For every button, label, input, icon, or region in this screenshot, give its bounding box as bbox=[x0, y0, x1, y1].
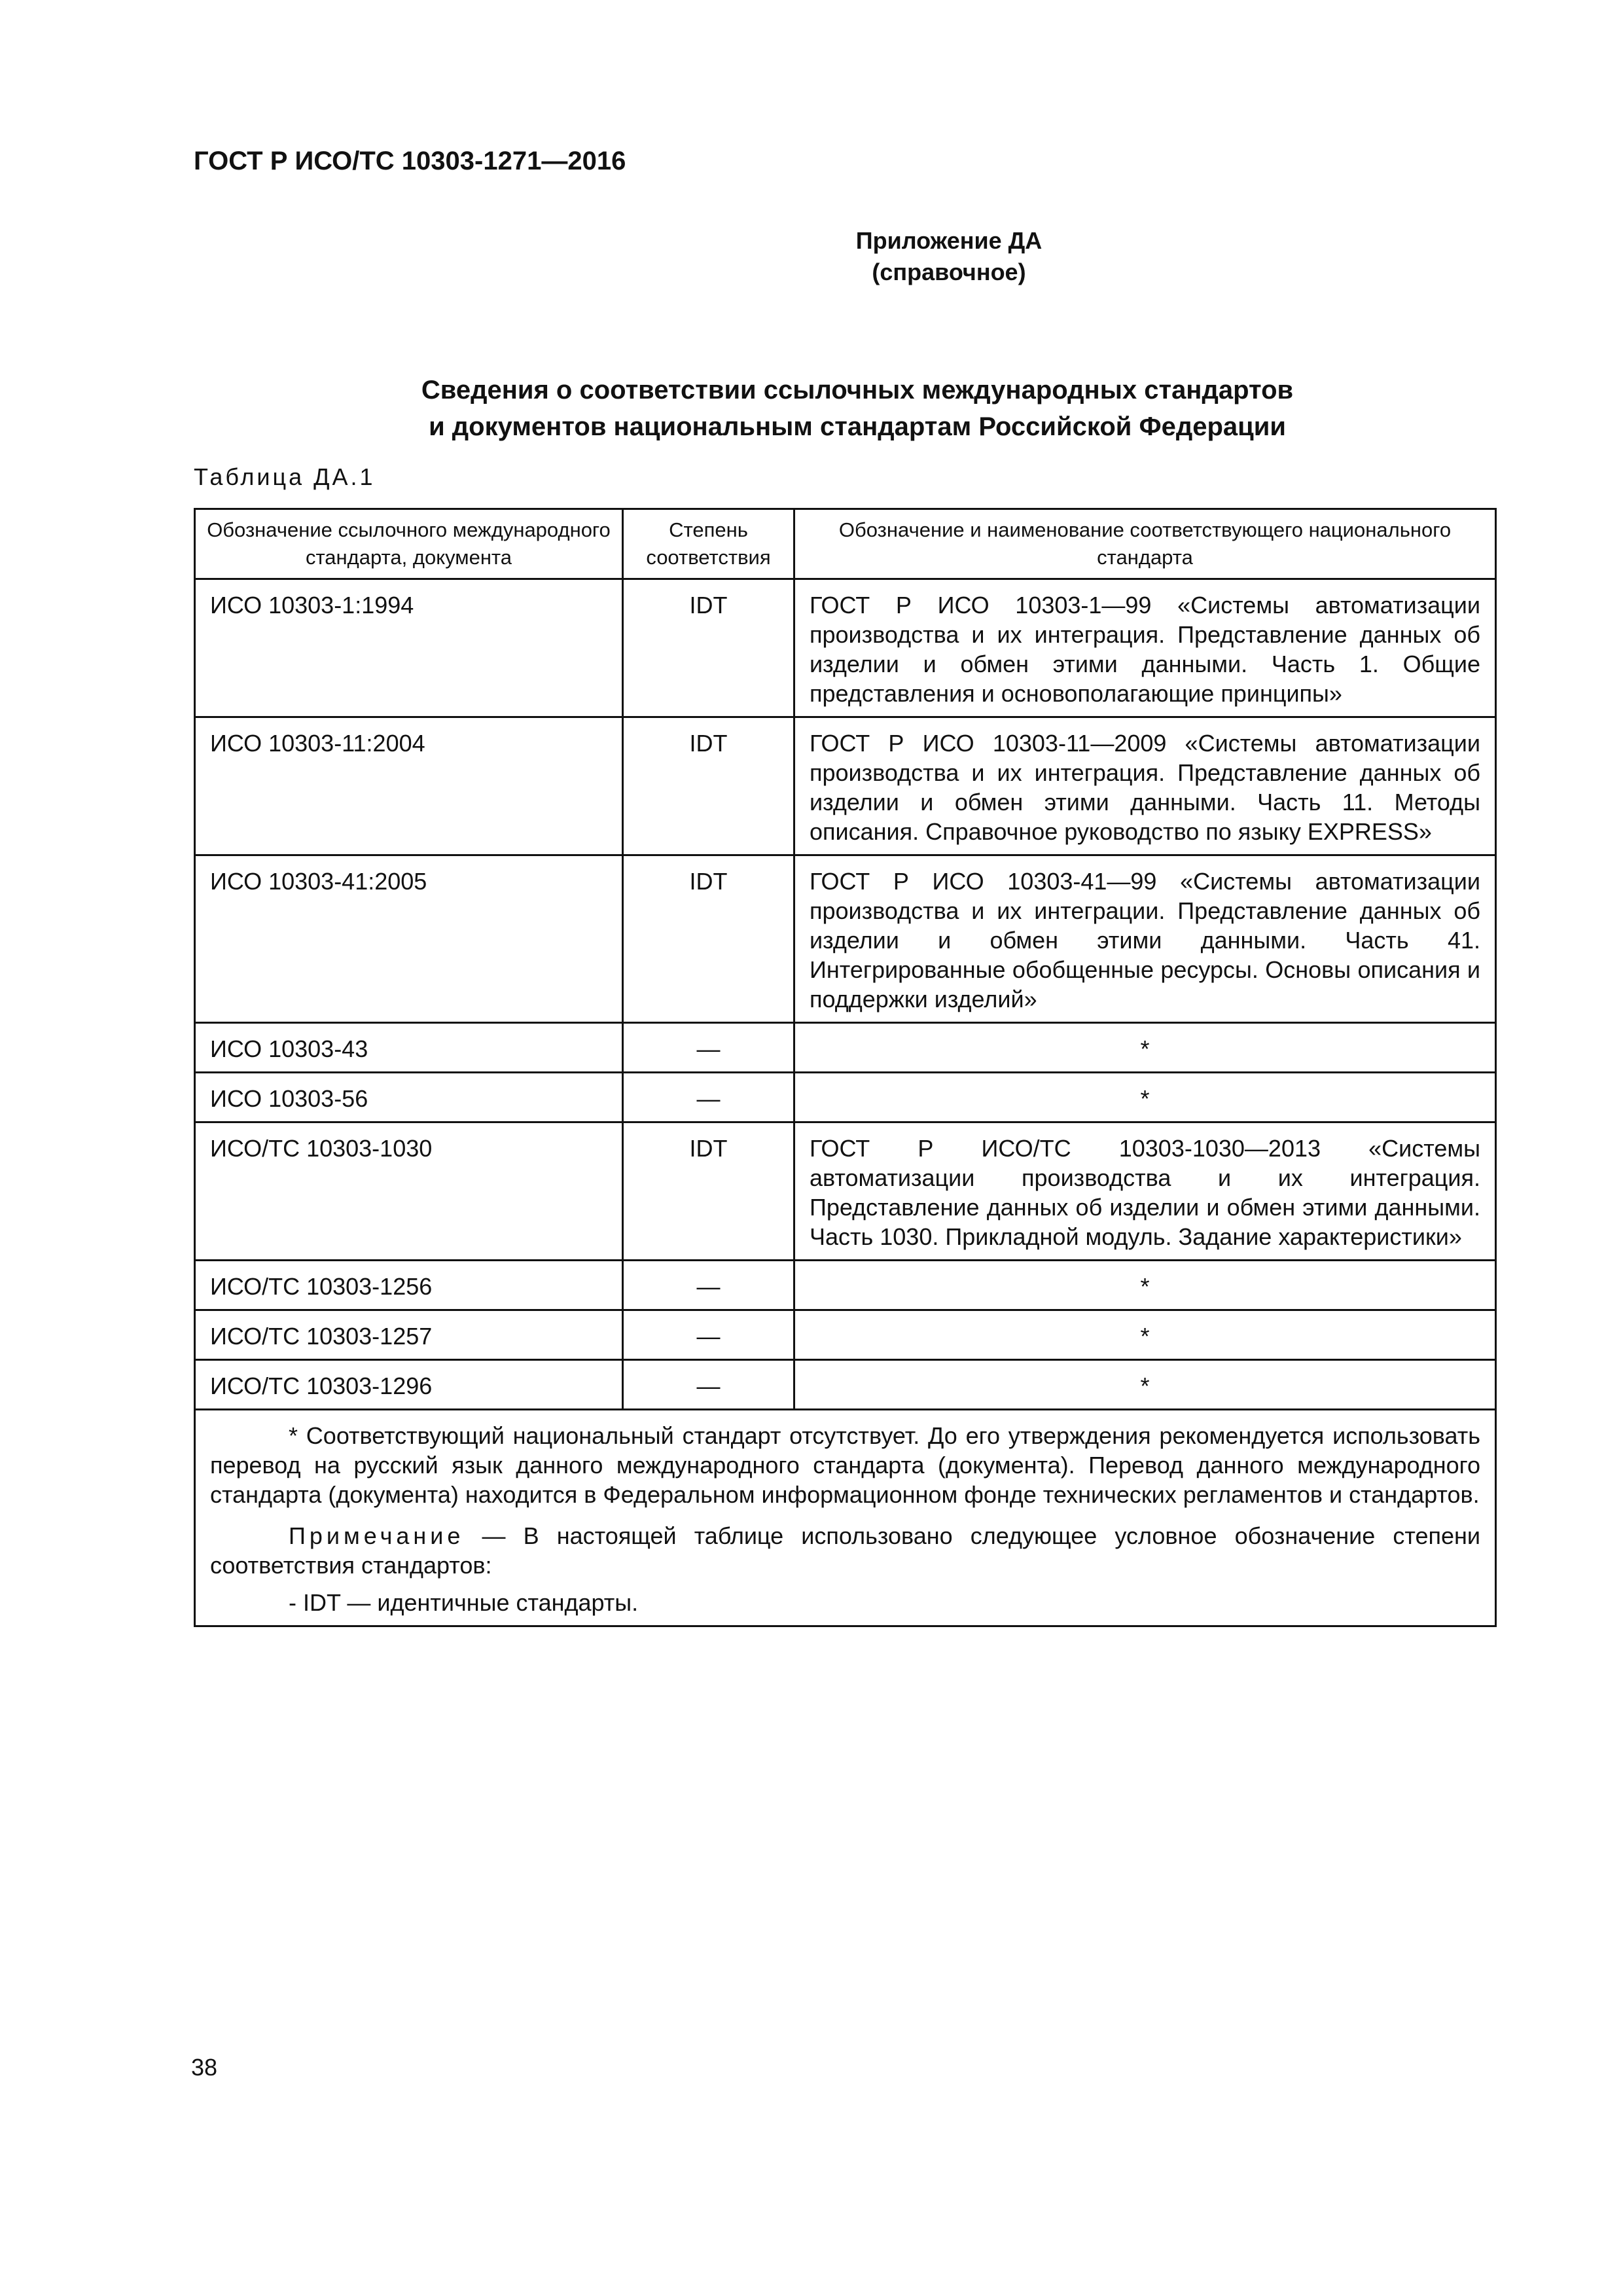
footnote-mark: * bbox=[289, 1422, 298, 1449]
table-notes-row bbox=[195, 1410, 1496, 1626]
cell-intl-standard: ИСО 10303-11:2004 bbox=[195, 717, 623, 855]
header-national-standard: Обозначение и наименование соответствующего национального стандарта bbox=[794, 509, 1496, 579]
cell-national-standard: * bbox=[794, 1261, 1496, 1310]
cell-intl-standard: ИСО/ТС 10303-1257 bbox=[195, 1310, 623, 1360]
cell-degree: — bbox=[623, 1023, 794, 1073]
table-row bbox=[195, 1310, 1496, 1360]
note-label: Примечание bbox=[289, 1522, 465, 1549]
cell-degree: IDT bbox=[623, 717, 794, 855]
cell-degree: — bbox=[623, 1360, 794, 1410]
cell-national-standard: ГОСТ Р ИСО 10303-11—2009 «Системы автоматизации производства и их интеграция. Представление данных об изделии и обмен этими данными. Часть 11. Методы описания. Справочное руководство по языку EXPRESS» bbox=[794, 717, 1496, 855]
cell-intl-standard: ИСО 10303-43 bbox=[195, 1023, 623, 1073]
table-row bbox=[195, 717, 1496, 855]
cell-intl-standard: ИСО 10303-1:1994 bbox=[195, 579, 623, 717]
header-degree: Степень соответствия bbox=[623, 509, 794, 579]
cell-degree: — bbox=[623, 1073, 794, 1122]
cell-degree: — bbox=[623, 1310, 794, 1360]
section-title bbox=[0, 372, 1623, 445]
cell-intl-standard: ИСО 10303-41:2005 bbox=[195, 855, 623, 1023]
appendix-subtitle: (справочное) bbox=[872, 259, 1026, 285]
appendix-heading bbox=[0, 225, 1623, 288]
cell-national-standard: ГОСТ Р ИСО 10303-41—99 «Системы автоматизации производства и их интеграции. Представление данных об изделии и обмен этими данными. Часть 41. Интегрированные обобщенные ресурсы. Основы описания и поддержки изделий» bbox=[794, 855, 1496, 1023]
cell-degree: — bbox=[623, 1261, 794, 1310]
cell-degree: IDT bbox=[623, 1122, 794, 1261]
page-number: 38 bbox=[191, 2054, 218, 2081]
table-row bbox=[195, 855, 1496, 1023]
correspondence-table bbox=[194, 508, 1497, 1627]
cell-national-standard: * bbox=[794, 1360, 1496, 1410]
cell-degree: IDT bbox=[623, 579, 794, 717]
cell-degree: IDT bbox=[623, 855, 794, 1023]
cell-national-standard: * bbox=[794, 1073, 1496, 1122]
table-label: Таблица ДА.1 bbox=[194, 463, 376, 490]
footnote-text: Соответствующий национальный стандарт отсутствует. До его утверждения рекомендуется использовать перевод на русский язык данного международного стандарта (документа). Перевод данного международного стандарта (документа) находится в Федеральном информационном фонде технических регламентов и стандартов. bbox=[210, 1422, 1480, 1508]
cell-national-standard: * bbox=[794, 1310, 1496, 1360]
table-row bbox=[195, 1261, 1496, 1310]
footnote bbox=[210, 1421, 1480, 1509]
cell-intl-standard: ИСО/ТС 10303-1030 bbox=[195, 1122, 623, 1261]
section-title-line-1: Сведения о соответствии ссылочных международных стандартов bbox=[421, 376, 1294, 404]
document-header: ГОСТ Р ИСО/ТС 10303-1271—2016 bbox=[194, 147, 626, 175]
table-row bbox=[195, 1023, 1496, 1073]
table-note bbox=[210, 1521, 1480, 1580]
header-intl-standard: Обозначение ссылочного международного стандарта, документа bbox=[195, 509, 623, 579]
table-row bbox=[195, 1073, 1496, 1122]
table-notes-cell bbox=[195, 1410, 1496, 1626]
table-header-row bbox=[195, 509, 1496, 579]
cell-national-standard: ГОСТ Р ИСО 10303-1—99 «Системы автоматизации производства и их интеграция. Представление данных об изделии и обмен этими данными. Часть 1. Общие представления и основополагающие принципы» bbox=[794, 579, 1496, 717]
table-row bbox=[195, 1122, 1496, 1261]
cell-intl-standard: ИСО/ТС 10303-1256 bbox=[195, 1261, 623, 1310]
note-text: — В настоящей таблице использовано следующее условное обозначение степени соответствия стандартов: bbox=[210, 1522, 1480, 1579]
table-row bbox=[195, 1360, 1496, 1410]
section-title-line-2: и документов национальным стандартам Российской Федерации bbox=[429, 412, 1286, 441]
note-item: - IDT — идентичные стандарты. bbox=[289, 1589, 639, 1616]
cell-national-standard: * bbox=[794, 1023, 1496, 1073]
appendix-title: Приложение ДА bbox=[855, 227, 1043, 254]
cell-intl-standard: ИСО 10303-56 bbox=[195, 1073, 623, 1122]
cell-intl-standard: ИСО/ТС 10303-1296 bbox=[195, 1360, 623, 1410]
cell-national-standard: ГОСТ Р ИСО/ТС 10303-1030—2013 «Системы автоматизации производства и их интеграция. Представление данных об изделии и обмен этими данными. Часть 1030. Прикладной модуль. Задание характеристики» bbox=[794, 1122, 1496, 1261]
table-row bbox=[195, 579, 1496, 717]
